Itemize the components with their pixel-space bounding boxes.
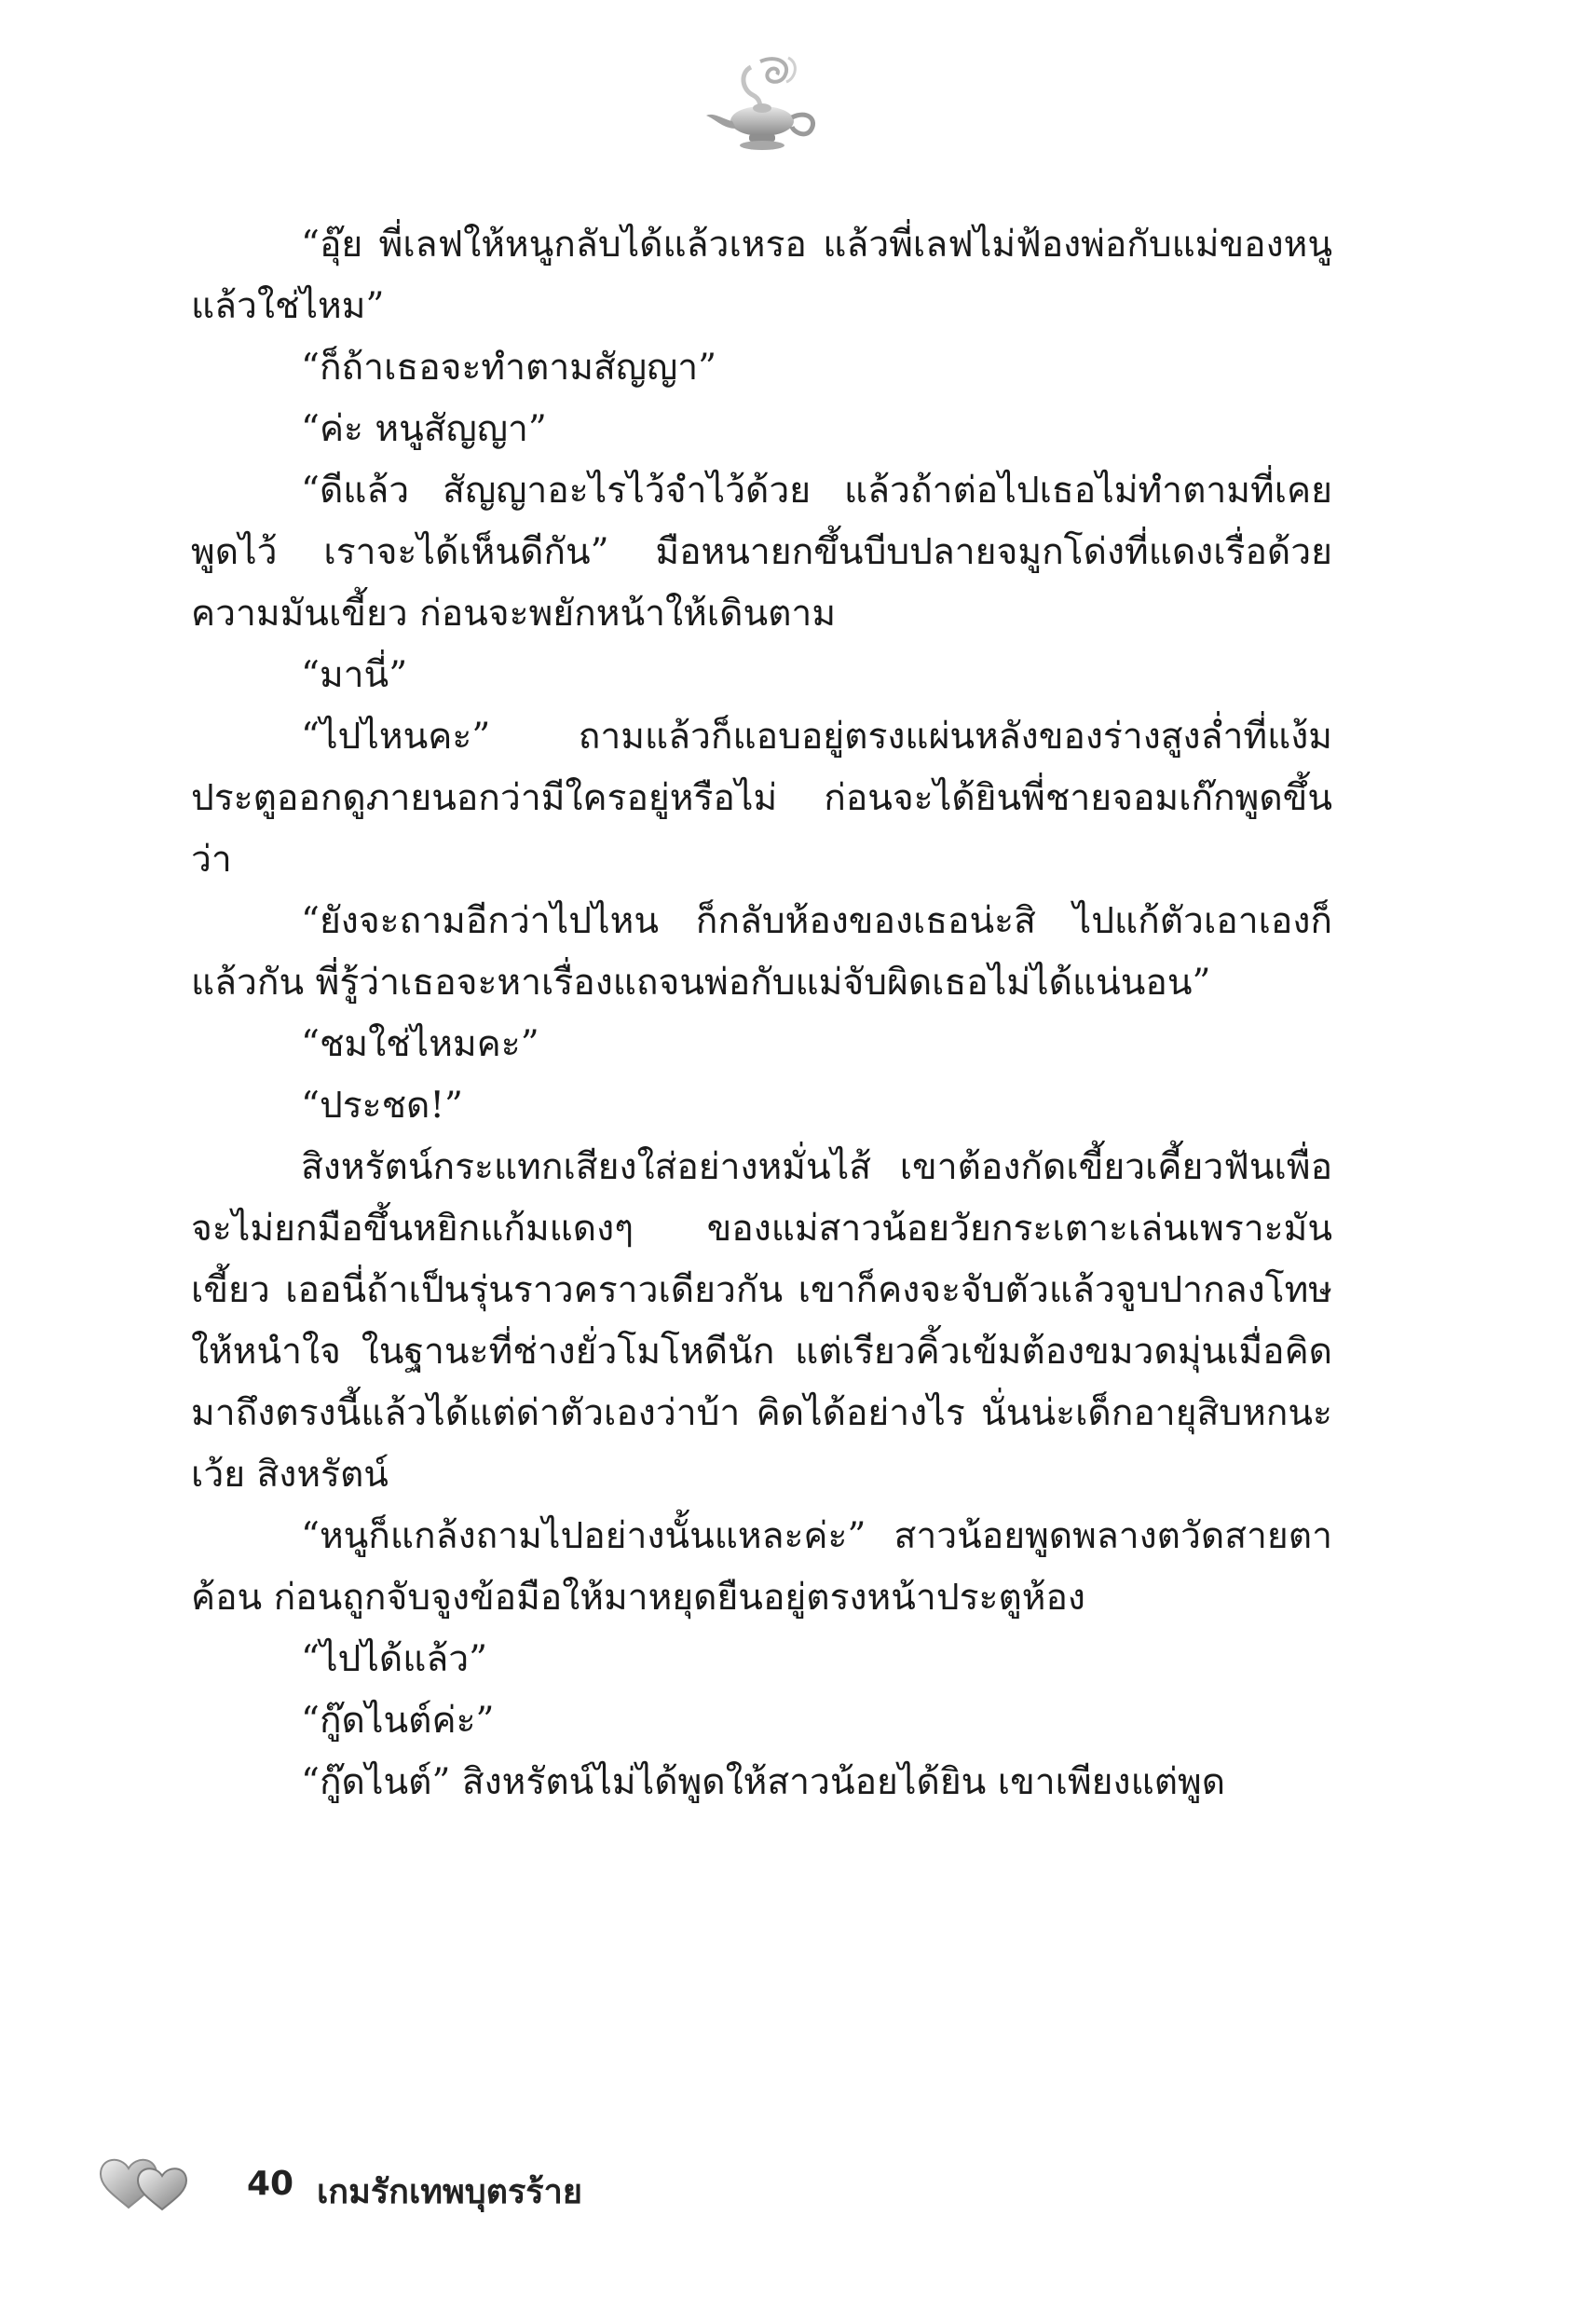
paragraph: “มานี่” [301, 654, 408, 696]
hearts-ornament-icon [93, 2148, 205, 2222]
paragraph: “ค่ะ หนูสัญญา” [301, 408, 547, 450]
paragraph: “ไปไหนคะ” ถามแล้วก็แอบอยู่ตรงแผ่นหลังของร่างสูงล่ำที่แง้มประตูออกดูภายนอกว่ามีใครอยู่หรือไม่ ก่อนจะได้ยินพี่ชายจอมเก๊กพูดขึ้นว่า [191, 716, 1332, 881]
paragraph: “อุ๊ย พี่เลฟให้หนูกลับได้แล้วเหรอ แล้วพี่เลฟไม่ฟ้องพ่อกับแม่ของหนูแล้วใช่ไหม” [191, 224, 1332, 327]
paragraph: “ยังจะถามอีกว่าไปไหน ก็กลับห้องของเธอน่ะสิ ไปแก้ตัวเอาเองก็แล้วกัน พี่รู้ว่าเธอจะหาเรื่องแถจนพ่อกับแม่จับผิดเธอไม่ได้แน่นอน” [191, 900, 1332, 1004]
paragraph: “กู๊ดไนต์” สิงหรัตน์ไม่ได้พูดให้สาวน้อยได้ยิน เขาเพียงแต่พูด [301, 1761, 1226, 1803]
page-footer [93, 2148, 745, 2222]
page-body-text [191, 214, 1332, 1813]
paragraph: “ก็ถ้าเธอจะทำตามสัญญา” [301, 347, 717, 389]
paragraph: “ประชด!” [301, 1085, 463, 1127]
genie-lamp-ornament-icon [695, 54, 825, 157]
paragraph: “ชมใช่ไหมคะ” [301, 1023, 539, 1065]
paragraph: “กู๊ดไนต์ค่ะ” [301, 1700, 495, 1742]
paragraph: “ไปได้แล้ว” [301, 1638, 488, 1680]
book-title: เกมรักเทพบุตรร้าย [317, 2173, 582, 2211]
paragraph: สิงหรัตน์กระแทกเสียงใส่อย่างหมั่นไส้ เขาต้องกัดเขี้ยวเคี้ยวฟันเพื่อจะไม่ยกมือขึ้นหยิกแก้มแดงๆ ของแม่สาวน้อยวัยกระเตาะเล่นเพราะมันเขี้ยว เออนี่ถ้าเป็นรุ่นราวคราวเดียวกัน เขาก็คงจะจับตัวแล้วจูบปากลงโทษให้หนำใจ ในฐานะที่ช่างยั่วโมโหดีนัก แต่เรียวคิ้วเข้มต้องขมวดมุ่นเมื่อคิดมาถึงตรงนี้แล้วได้แต่ด่าตัวเองว่าบ้า คิดได้อย่างไร นั่นน่ะเด็กอายุสิบหกนะเว้ย สิงหรัตน์ [191, 1146, 1332, 1496]
paragraph: “ดีแล้ว สัญญาอะไรไว้จำไว้ด้วย แล้วถ้าต่อไปเธอไม่ทำตามที่เคยพูดไว้ เราจะได้เห็นดีกัน” มือหนายกขึ้นบีบปลายจมูกโด่งที่แดงเรื่อด้วยความมันเขี้ยว ก่อนจะพยักหน้าให้เดินตาม [191, 470, 1332, 635]
page-number: 40 [247, 2165, 294, 2203]
paragraph: “หนูก็แกล้งถามไปอย่างนั้นแหละค่ะ” สาวน้อยพูดพลางตวัดสายตาค้อน ก่อนถูกจับจูงข้อมือให้มาหยุดยืนอยู่ตรงหน้าประตูห้อง [191, 1515, 1332, 1619]
